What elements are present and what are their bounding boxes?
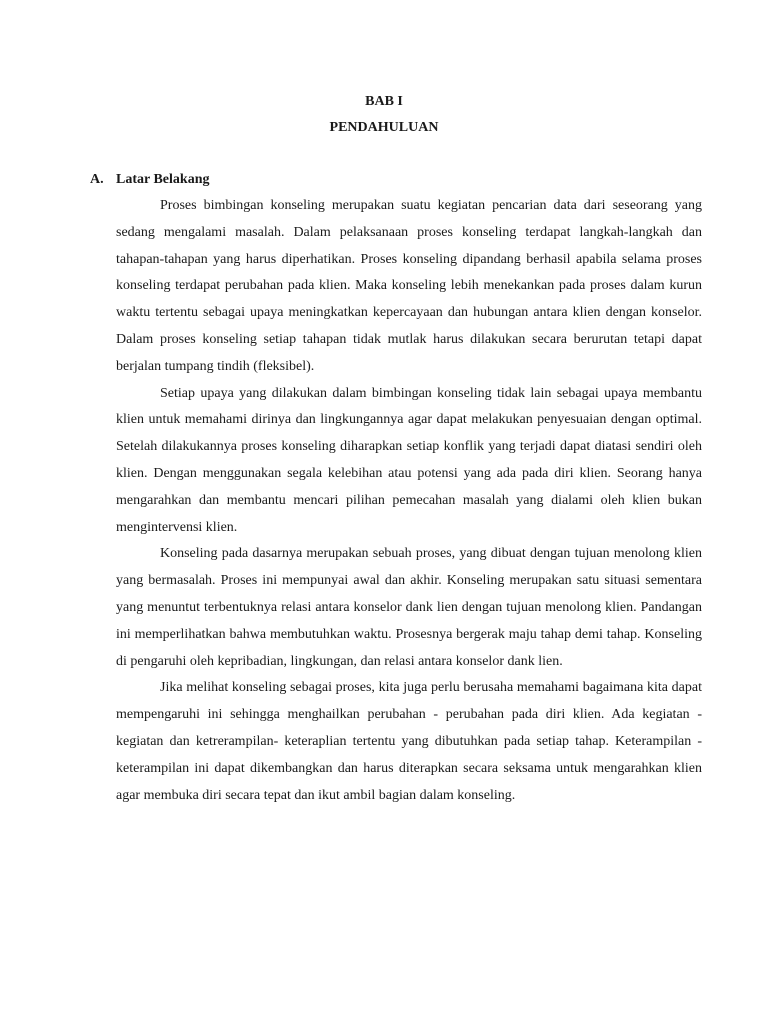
- paragraph: Proses bimbingan konseling merupakan suatu kegiatan pencarian data dari seseorang yang sedang mengalami masalah. Dalam pelaksanaan proses konseling terdapat langkah-langkah dan tahapan-tahapan yang harus diperhatikan. Proses konseling dipandang berhasil apabila selama proses konseling terdapat perubahan pada klien. Maka konseling lebih menekankan pada proses dalam kurun waktu tertentu sebagai upaya meningkatkan kepercayaan dan hubungan antara klien dengan konselor. Dalam proses konseling setiap tahapan tidak mutlak harus dilakukan secara berurutan tetapi dapat berjalan tumpang tindih (fleksibel).: [116, 198, 702, 374]
- section-heading: [90, 171, 209, 189]
- section-title: Latar Belakang: [116, 172, 210, 187]
- section-letter: A.: [90, 172, 104, 187]
- paragraph: Konseling pada dasarnya merupakan sebuah proses, yang dibuat dengan tujuan menolong klien yang bermasalah. Proses ini mempunyai awal dan akhir. Konseling merupakan satu situasi sementara yang menuntut terbentuknya relasi antara konselor dank lien dengan tujuan menolong klien. Pandangan ini memperlihatkan bahwa membutuhkan waktu. Prosesnya bergerak maju tahap demi tahap. Konseling di pengaruhi oleh kepribadian, lingkungan, dan relasi antara konselor dank lien.: [116, 546, 702, 669]
- paragraph: Jika melihat konseling sebagai proses, kita juga perlu berusaha memahami bagaimana kita dapat mempengaruhi ini sehingga menghailkan perubahan - perubahan pada diri klien. Ada kegiatan - kegiatan dan ketrerampilan- keteraplian tertentu yang dibutuhkan pada setiap tahap. Keterampilan - keterampilan ini dapat dikembangkan dan harus diterapkan secara seksama untuk mengarahkan klien agar membuka diri secara tepat dan ikut ambil bagian dalam konseling.: [116, 680, 702, 803]
- paragraph: Setiap upaya yang dilakukan dalam bimbingan konseling tidak lain sebagai upaya membantu klien untuk memahami dirinya dan lingkungannya agar dapat melakukan penyesuaian dengan optimal. Setelah dilakukannya proses konseling diharapkan setiap konflik yang terjadi dapat diatasi sendiri oleh klien. Dengan menggunakan segala kelebihan atau potensi yang ada pada diri klien. Seorang hanya mengarahkan dan membantu mencari pilihan pemecahan masalah yang dialami oleh klien bukan mengintervensi klien.: [116, 385, 702, 535]
- section-body: [116, 193, 702, 809]
- chapter-number: BAB I: [365, 94, 403, 109]
- chapter-title: PENDAHULUAN: [329, 120, 439, 135]
